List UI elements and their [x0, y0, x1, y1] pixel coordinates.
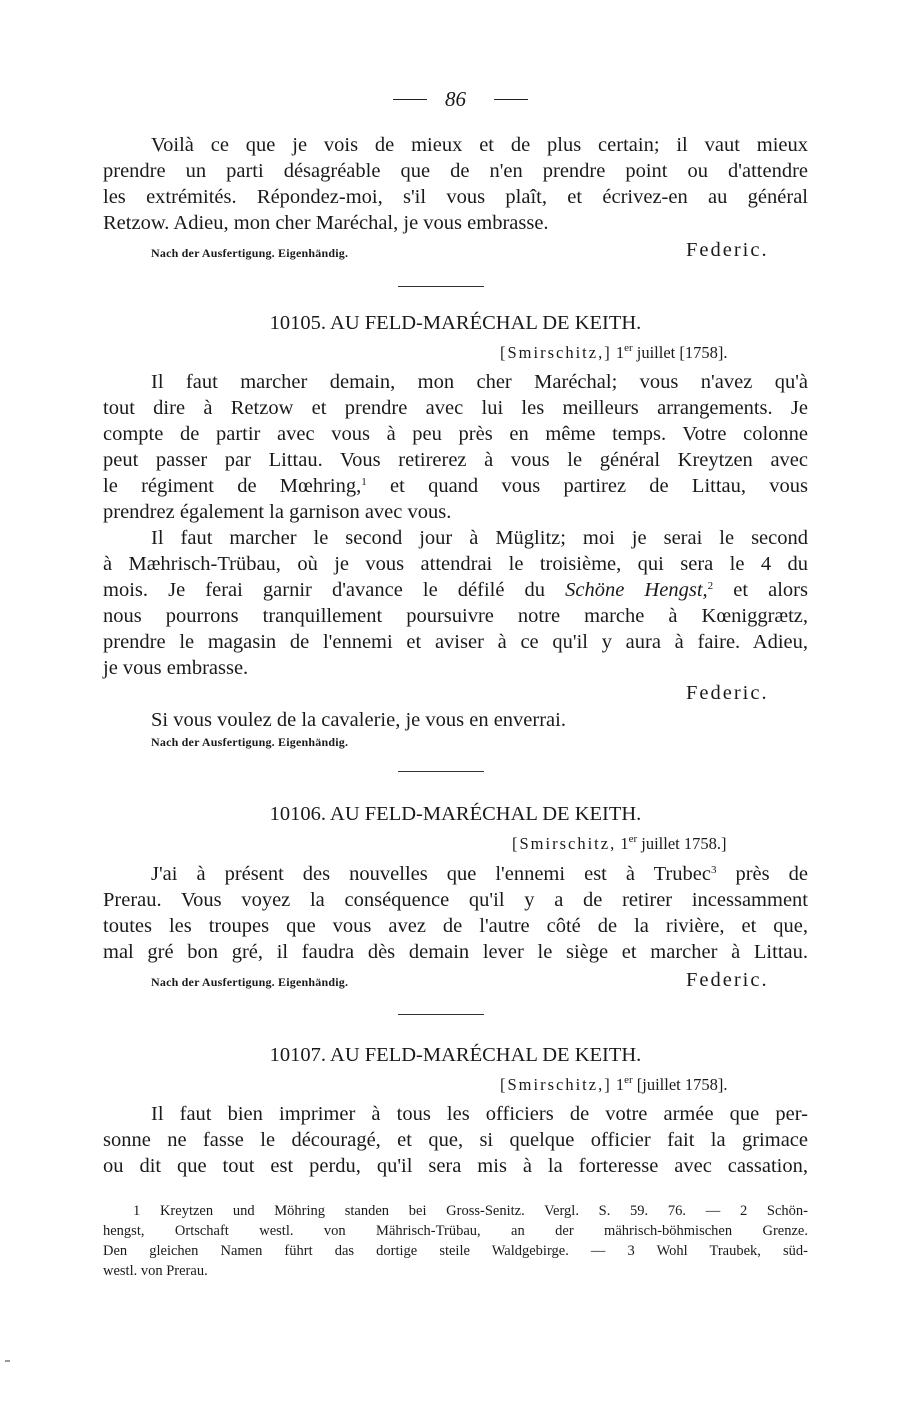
footnote-line-2: hengst, Ortschaft westl. von Mährisch-Trübau, an der mährisch-böhmischen Grenze. — [103, 1223, 808, 1239]
letter-number: 10105. — [269, 312, 327, 334]
letter-10107-line-2: sonne ne fasse le découragé, et que, si quelque officier fait la grimace — [103, 1129, 808, 1151]
date-rest: [juillet 1758]. — [636, 1075, 728, 1094]
line1-text-b: près de — [716, 863, 808, 885]
letter-10107-line-3: ou dit que tout est perdu, qu'il sera mis à la forteresse avec cassation, — [103, 1155, 808, 1177]
letter-10107-title — [103, 1042, 808, 1068]
footnote-line-3: Den gleichen Namen führt das dortige steile Waldgebirge. — 3 Wohl Traubek, süd- — [103, 1243, 808, 1259]
letter-10105-line-2: tout dire à Retzow et prendre avec lui les meilleurs arrangements. Je — [103, 397, 808, 419]
letter-10105-dateline — [500, 341, 727, 365]
letter-10105-line-8: à Mæhrisch-Trübau, où je vous attendrai le troisième, qui sera le 4 du — [103, 553, 808, 575]
scan-mark — [5, 1360, 10, 1362]
footnote-ref-3: 3 — [710, 864, 717, 876]
letter-10105-line-10: nous pourrons tranquillement poursuivre notre marche à Kœniggrætz, — [103, 605, 808, 627]
intro-line-3: les extrémités. Répondez-moi, s'il vous plaît, et écrivez-en au général — [103, 186, 808, 208]
letter-10106-signature: Federic. — [686, 969, 769, 991]
letter-number: 10106. — [269, 803, 327, 825]
letter-10105-line-7: Il faut marcher le second jour à Müglitz; moi je serai le second — [151, 527, 808, 549]
letter-number: 10107. — [269, 1044, 327, 1066]
line8-italic: Schöne Hengst, — [565, 579, 708, 601]
letter-10105-signature: Federic. — [686, 682, 769, 704]
header-dash-right — [494, 99, 528, 100]
intro-source: Nach der Ausfertigung. Eigenhändig. — [151, 246, 349, 260]
separator-rule-2 — [398, 771, 484, 772]
date-sup: er — [624, 342, 633, 354]
date-sup: er — [628, 833, 638, 845]
date-day: 1 — [615, 343, 625, 362]
separator-rule-3 — [398, 1014, 484, 1015]
letter-10106-dateline — [512, 832, 727, 856]
line5-text-a: le régiment de Mœhring, — [103, 475, 362, 497]
letter-10107-line-1: Il faut bien imprimer à tous les officiers de votre armée que per- — [151, 1103, 808, 1125]
footnote-line-4: westl. von Prerau. — [103, 1263, 208, 1279]
letter-heading: AU FELD-MARÉCHAL DE KEITH. — [330, 1044, 642, 1066]
letter-10105-postscript: Si vous voulez de la cavalerie, je vous en enverrai. — [151, 709, 566, 731]
letter-heading: AU FELD-MARÉCHAL DE KEITH. — [330, 803, 642, 825]
date-rest: juillet [1758]. — [636, 343, 728, 362]
letter-10105-source: Nach der Ausfertigung. Eigenhändig. — [151, 735, 349, 749]
page-header — [103, 84, 808, 114]
letter-10105-line-9 — [103, 577, 808, 603]
date-day: 1 — [615, 1075, 625, 1094]
date-place: [Smirschitz, — [512, 834, 617, 853]
letter-10106-title — [103, 801, 808, 827]
letter-10106-line-1 — [151, 861, 808, 887]
line8-text-b: et alors — [713, 579, 808, 601]
letter-10105-line-4: peut passer par Littau. Vous retirerez à vous le général Kreytzen avec — [103, 449, 808, 471]
line8-text-a: mois. Je ferai garnir d'avance le défilé du — [103, 579, 566, 601]
date-day: 1 — [620, 834, 629, 853]
page-number: 86 — [445, 87, 466, 111]
footnote-line-1: 1 Kreytzen und Möhring standen bei Gross-Senitz. Vergl. S. 59. 76. — 2 Schön- — [133, 1203, 808, 1219]
separator-rule-1 — [398, 286, 484, 287]
footnote-ref-2: 2 — [707, 580, 714, 592]
letter-10106-line-2: Prerau. Vous voyez la conséquence qu'il y a de retirer incessamment — [103, 889, 808, 911]
letter-10107-dateline — [500, 1073, 727, 1097]
letter-10106-line-3: toutes les troupes que vous avez de l'autre côté de la rivière, et que, — [103, 915, 808, 937]
letter-heading: AU FELD-MARÉCHAL DE KEITH. — [330, 312, 642, 334]
letter-10105-title — [103, 310, 808, 336]
footnote-ref-1: 1 — [361, 476, 367, 488]
letter-10105-line-6: prendrez également la garnison avec vous. — [103, 501, 452, 523]
intro-signature: Federic. — [686, 239, 769, 261]
letter-10105-line-5 — [103, 473, 808, 499]
date-place: [Smirschitz,] — [500, 1075, 612, 1094]
date-rest: juillet 1758.] — [641, 834, 727, 853]
letter-10105-line-1: Il faut marcher demain, mon cher Maréchal; vous n'avez qu'à — [151, 371, 808, 393]
letter-10106-line-4: mal gré bon gré, il faudra dès demain lever le siège et marcher à Littau. — [103, 941, 808, 963]
date-sup: er — [624, 1074, 633, 1086]
letter-10105-line-12: je vous embrasse. — [103, 657, 249, 679]
line5-text-b: et quand vous partirez de Littau, vous — [366, 475, 809, 497]
intro-line-2: prendre un parti désagréable que de n'en prendre point ou d'attendre — [103, 160, 808, 182]
letter-10106-source: Nach der Ausfertigung. Eigenhändig. — [151, 975, 349, 989]
date-place: [Smirschitz,] — [500, 343, 612, 362]
letter-10105-line-3: compte de partir avec vous à peu près en même temps. Votre colonne — [103, 423, 808, 445]
intro-line-1: Voilà ce que je vois de mieux et de plus certain; il vaut mieux — [151, 134, 808, 156]
letter-10105-line-11: prendre le magasin de l'ennemi et aviser à ce qu'il y aura à faire. Adieu, — [103, 631, 808, 653]
intro-line-4: Retzow. Adieu, mon cher Maréchal, je vous embrasse. — [103, 212, 549, 234]
line1-text-a: J'ai à présent des nouvelles que l'ennemi est à Trubec — [151, 863, 711, 885]
